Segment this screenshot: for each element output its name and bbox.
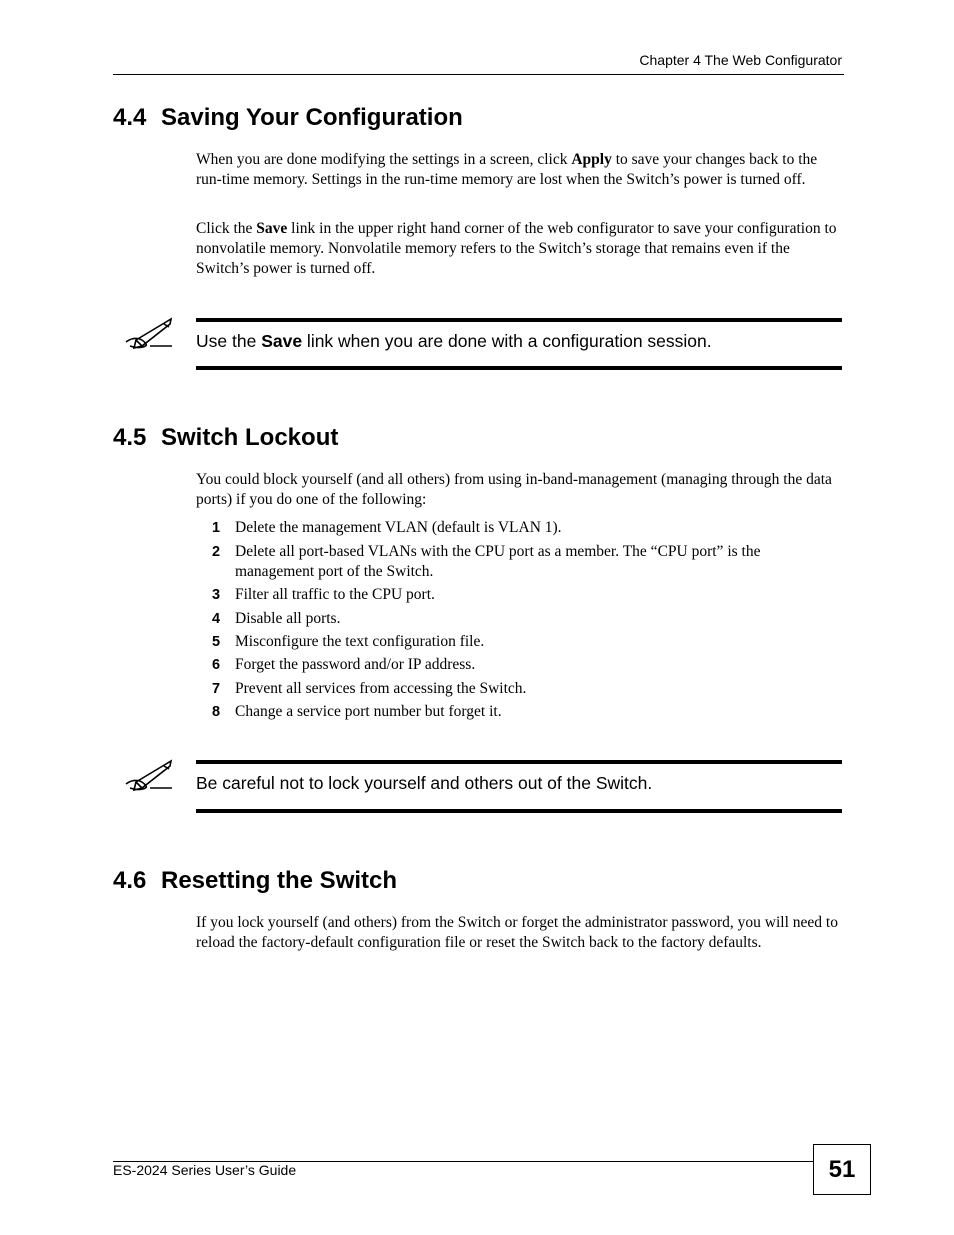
section-number: 4.4 bbox=[113, 104, 147, 131]
header-divider bbox=[113, 74, 844, 75]
section-heading bbox=[113, 867, 397, 895]
section-number: 4.6 bbox=[113, 867, 147, 894]
page-number: 51 bbox=[813, 1144, 871, 1195]
note-text: Use the Save link when you are done with a configuration session. bbox=[196, 331, 712, 351]
list-item: 3 Filter all traffic to the CPU port. bbox=[212, 586, 435, 603]
apply-term: Apply bbox=[571, 151, 612, 168]
section-title: Switch Lockout bbox=[161, 424, 339, 451]
section-heading bbox=[113, 104, 463, 132]
section-number: 4.5 bbox=[113, 424, 147, 451]
list-item: 8 Change a service port number but forget it. bbox=[212, 703, 502, 720]
note-top-rule bbox=[196, 760, 842, 764]
section-title: Saving Your Configuration bbox=[161, 104, 463, 131]
list-item: 2 Delete all port-based VLANs with the CPU port as a member. The “CPU port” is the management port of the Switch. bbox=[212, 543, 761, 580]
save-term: Save bbox=[256, 220, 288, 237]
note-top-rule bbox=[196, 318, 842, 322]
note-bottom-rule bbox=[196, 809, 842, 813]
lockout-steps-list bbox=[196, 518, 844, 726]
list-item: 6 Forget the password and/or IP address. bbox=[212, 656, 476, 673]
paragraph: When you are done modifying the settings in a screen, click Apply to save your changes back to the run-time memory. Settings in the run-time memory are lost when the Switch’s power is turned off. bbox=[196, 151, 818, 188]
guide-title: ES-2024 Series User’s Guide bbox=[113, 1162, 297, 1178]
section-heading bbox=[113, 424, 338, 452]
paragraph: If you lock yourself (and others) from the Switch or forget the administrator password, you will need to reload the factory-default configuration file or reset the Switch back to the factory defaults. bbox=[196, 914, 838, 951]
paragraph: Click the Save link in the upper right hand corner of the web configurator to save your configuration to nonvolatile memory. Nonvolatile memory refers to the Switch’s storage that remains even if the Switch’s power is turned off. bbox=[196, 220, 837, 277]
list-item: 7 Prevent all services from accessing the Switch. bbox=[212, 680, 527, 697]
note-bottom-rule bbox=[196, 366, 842, 370]
note-pen-icon bbox=[124, 758, 174, 792]
note-pen-icon bbox=[124, 316, 174, 350]
note-text: Be careful not to lock yourself and others out of the Switch. bbox=[196, 773, 653, 793]
list-item: 5 Misconfigure the text configuration file. bbox=[212, 633, 485, 650]
list-item: 4 Disable all ports. bbox=[212, 610, 341, 627]
section-title: Resetting the Switch bbox=[161, 867, 398, 894]
chapter-title: Chapter 4 The Web Configurator bbox=[639, 52, 842, 68]
list-item: 1 Delete the management VLAN (default is VLAN 1). bbox=[212, 519, 562, 536]
paragraph: You could block yourself (and all others) from using in-band-management (managing through the data ports) if you do one of the following: bbox=[196, 471, 832, 508]
